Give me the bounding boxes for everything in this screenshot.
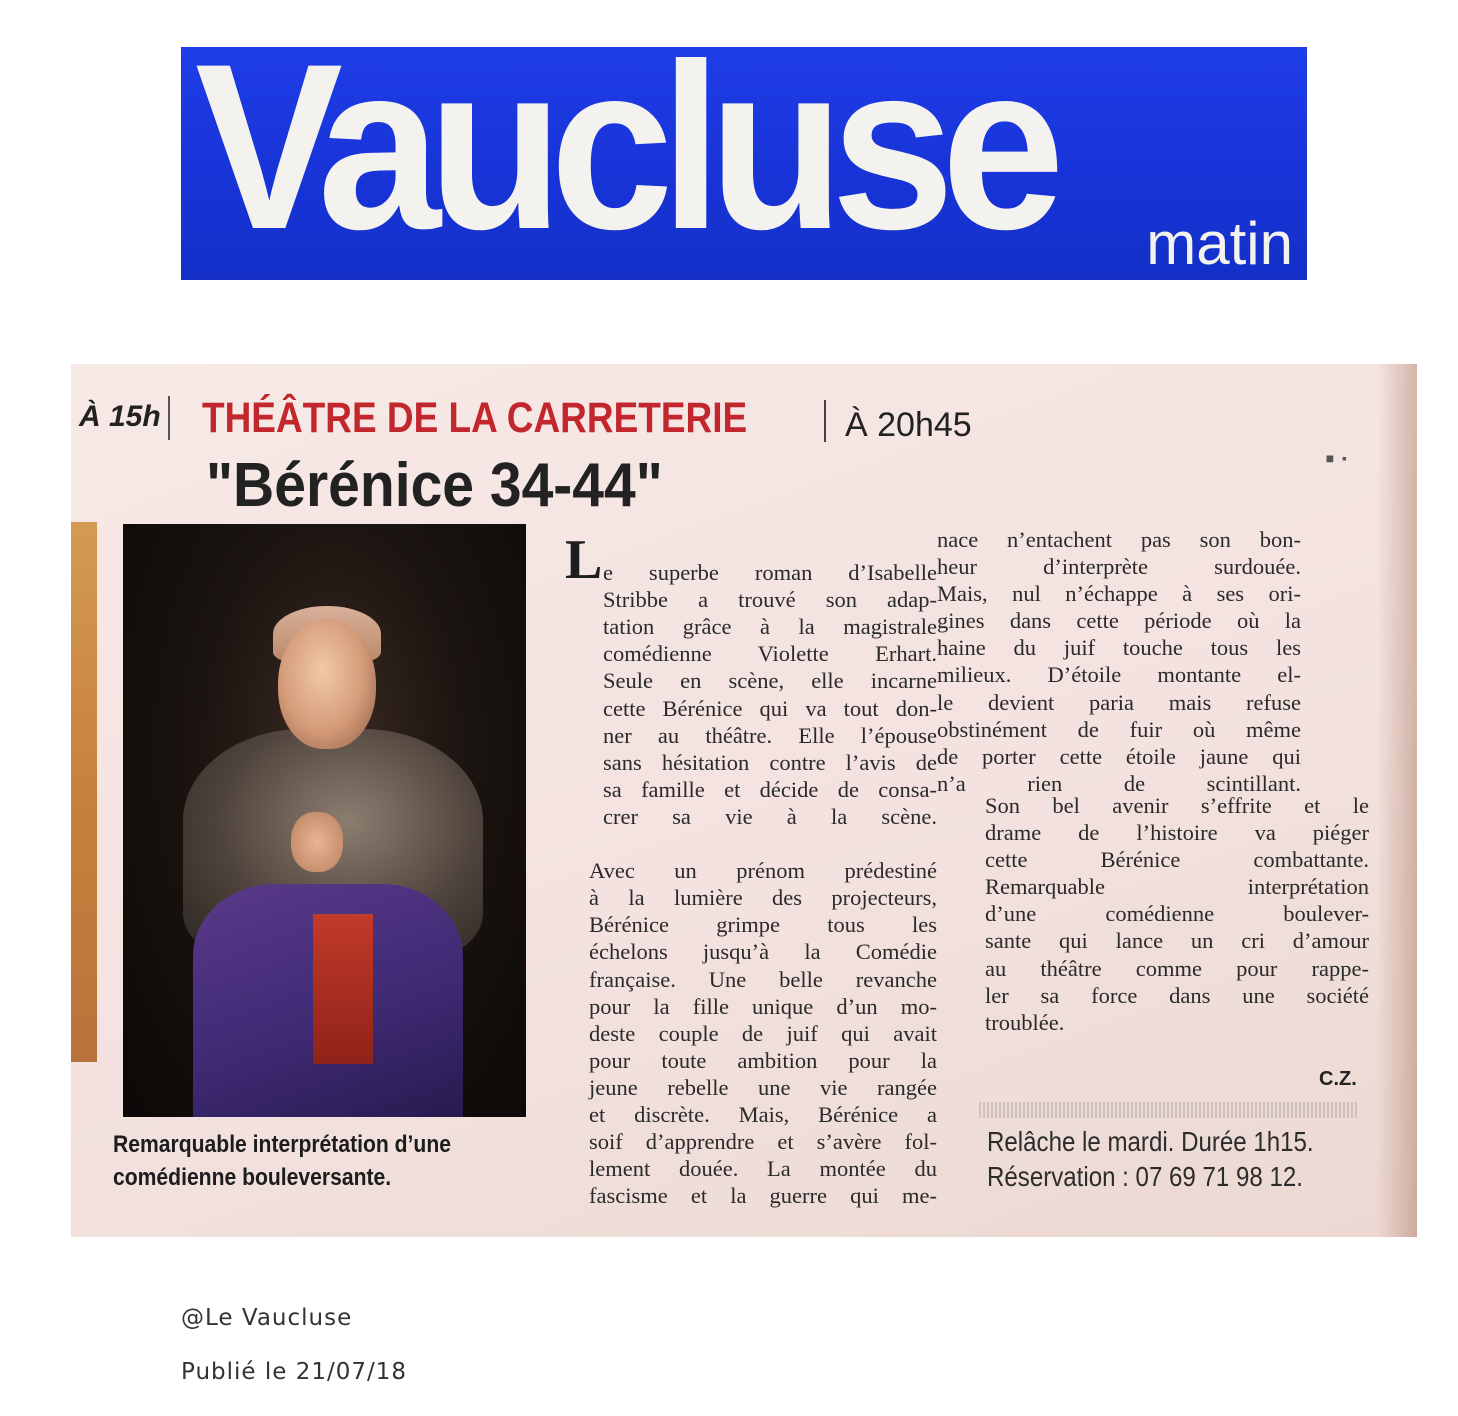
article-photo: [123, 524, 526, 1117]
newspaper-clipping: [71, 364, 1417, 1237]
article-headline: "Bérénice 34-44": [206, 451, 663, 520]
masthead-logo-subtitle: matin: [1146, 210, 1293, 277]
info-box-rule: [979, 1102, 1359, 1118]
article-paragraph-1b: Avec un prénom prédestiné à la lumière des projecteurs, Bérénice grimpe tous les échelons jusqu’à la Comédie française. Une belle revanche pour la fille unique d’un mo- deste couple de juif qui avait pour toute ambition pour la jeune rebelle une vie rangée et discrète. Mais, Bérénice a soif d’apprendre et s’avère fol- lement douée. La montée du fascisme et la guerre qui me-: [589, 858, 937, 1209]
publication-date: Publié le 21/07/18: [181, 1359, 408, 1385]
photo-caption: Remarquable interprétation d’une comédienne bouleversante.: [113, 1131, 451, 1191]
article-column-1: [565, 529, 937, 1236]
article-paragraph-1a: e superbe roman d’Isabelle Stribbe a trouvé son adap- tation grâce à la magistrale comédienne Violette Erhart. Seule en scène, elle incarne cette Bérénice qui va tout don- ner au théâtre. Elle l’épouse sans hésitation contre l’avis de sa famille et décide de consa- crer sa vie à la scène.: [603, 560, 937, 829]
masthead-logo-title: Vaucluse: [195, 47, 1052, 279]
adjacent-article-time: À 15h: [79, 400, 161, 433]
paper-edge-shadow: [1377, 364, 1417, 1237]
article-kicker: THÉÂTRE DE LA CARRETERIE: [202, 394, 748, 442]
page-marker-icon: ■ ▪: [1325, 450, 1349, 466]
article-column-3: Son bel avenir s’effrite et le drame de l’histoire va piéger cette Bérénice combattante. Remarquable interprétation d’une comédienne boulever- sante qui lance un cri d’amour au théâtre comme pour rappe- ler sa force dans une société troublée.: [985, 793, 1369, 1035]
adjacent-article-photo-edge: [71, 522, 97, 1062]
article-time: À 20h45: [845, 406, 972, 444]
drop-cap: L: [565, 529, 603, 591]
practical-info: [987, 1124, 1314, 1194]
column-divider: [168, 396, 170, 440]
info-line-reservation: Réservation : 07 69 71 98 12.: [987, 1161, 1303, 1192]
kicker-separator: [824, 400, 826, 442]
newspaper-masthead: [181, 47, 1307, 280]
article-byline: C.Z.: [1319, 1068, 1357, 1090]
source-credit: @Le Vaucluse: [181, 1305, 353, 1331]
article-column-2: nace n’entachent pas son bon- heur d’interprète surdouée. Mais, nul n’échappe à ses ori- gines dans cette période où la haine du juif touche tous les milieux. D’étoile montante el- le devient paria mais refuse obstinément de fuir où même de porter cette étoile jaune qui n’a rien de scintillant.: [937, 527, 1301, 796]
info-line-schedule: Relâche le mardi. Durée 1h15.: [987, 1126, 1314, 1157]
